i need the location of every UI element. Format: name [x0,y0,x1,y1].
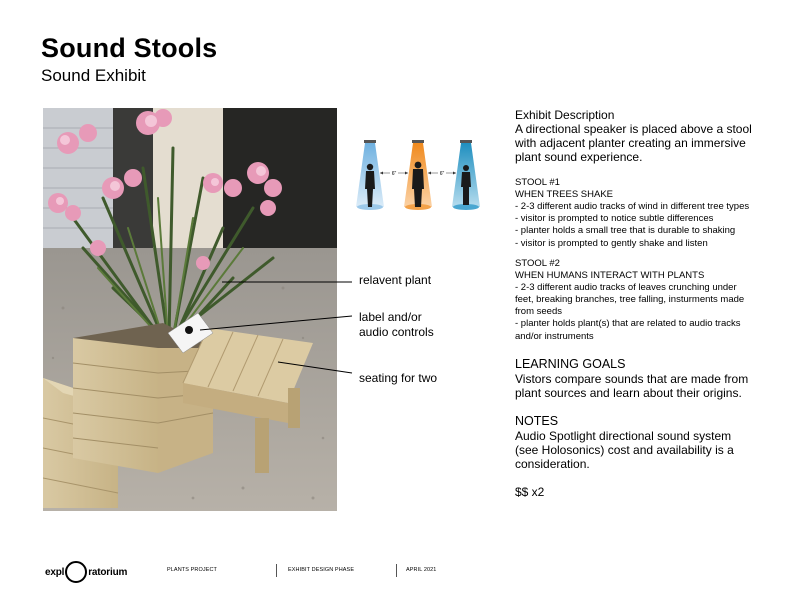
footer [0,555,792,589]
description-text: A directional speaker is placed above a stool with adjacent planter creating an immersive plant sound experience. [515,122,752,164]
exploratorium-logo [45,560,127,584]
stool2-list [515,282,755,343]
learning-heading: LEARNING GOALS [515,356,626,371]
footer-divider [396,564,397,577]
list-item: - planter holds plant(s) that are related to audio tracks and/or instruments [515,318,741,342]
notes-heading: NOTES [515,413,559,428]
list-item: - visitor is prompted to gently shake and listen [515,237,708,249]
learning-text: Vistors compare sounds that are made from plant sources and learn about their origins. [515,371,749,400]
cost-note: $$ x2 [515,484,545,499]
logo-circle-icon [65,561,87,583]
footer-divider [276,564,277,577]
callout-label-controls [359,310,434,340]
list-item: - 2-3 different audio tracks of leaves crunching under feet, breaking branches, tree falling, insturments made from seeds [515,281,745,318]
list-item: - planter holds a small tree that is durable to shaking [515,225,736,237]
stool2-name: WHEN HUMANS INTERACT WITH PLANTS [515,269,705,281]
footer-date: APRIL 2021 [406,567,437,573]
planter-stool-illustration [43,108,337,511]
callout-plant: relavent plant [359,273,432,287]
stool2-number: STOOL #2 [515,257,560,269]
stool1-list [515,201,755,250]
spotlight-diagram [354,137,490,213]
callout-seating: seating for two [359,371,438,385]
logo-text-left: expl [45,566,65,578]
notes-text: Audio Spotlight directional sound system (see Holosonics) cost and availability is a consideration. [515,428,734,471]
callout-label-line1: label and/or [359,310,422,324]
exhibit-photo [43,108,337,511]
list-item: - visitor is prompted to notice subtle differences [515,213,714,225]
page-subtitle: Sound Exhibit [41,66,146,85]
spacing-label-2: 6" [439,171,445,177]
list-item: - 2-3 different audio tracks of wind in different tree types [515,201,750,212]
stool1-name: WHEN TREES SHAKE [515,189,614,200]
footer-phase: EXHIBIT DESIGN PHASE [288,567,355,573]
page-title: Sound Stools [41,33,218,63]
spotlight-figures [354,137,490,213]
stool1-number: STOOL #1 [515,177,560,188]
description-heading: Exhibit Description [515,108,615,122]
logo-text-right: ratorium [88,566,128,578]
spacing-label-1: 6" [391,171,397,177]
footer-project: PLANTS PROJECT [167,567,217,573]
description-column [515,108,755,499]
callout-label-line2: audio controls [359,325,434,339]
